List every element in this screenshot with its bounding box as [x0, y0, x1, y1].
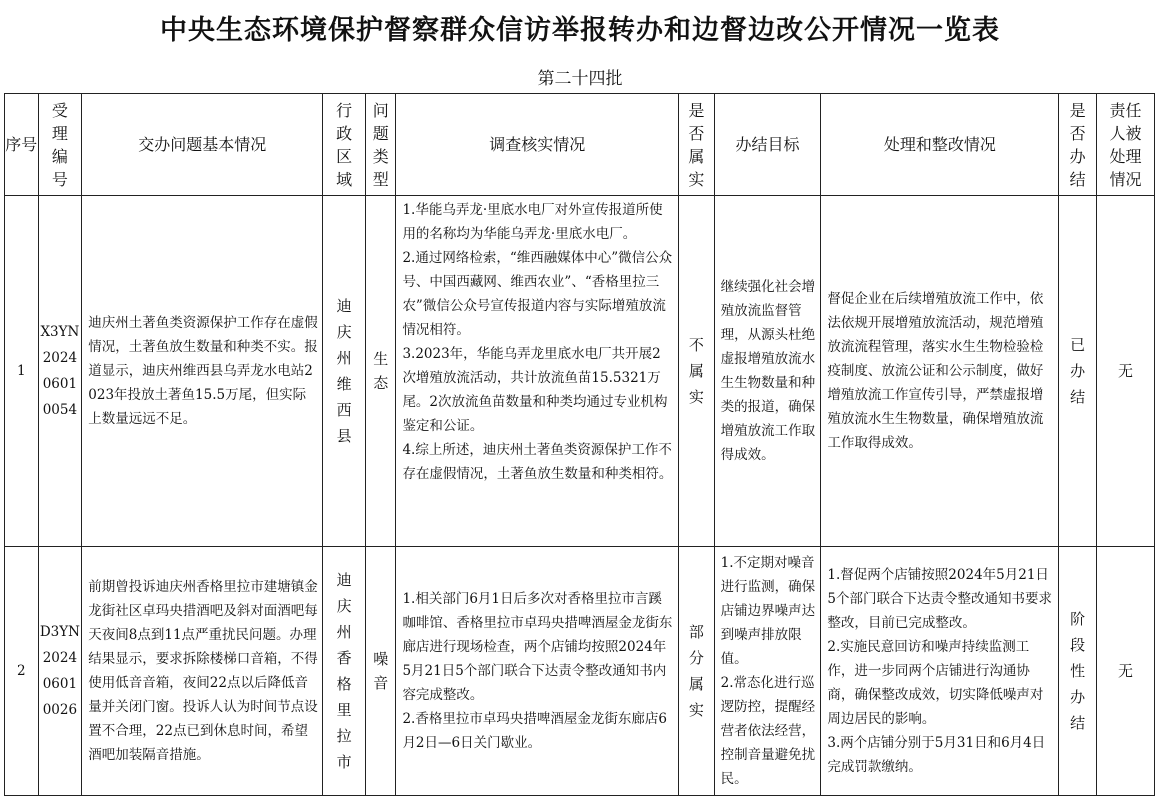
header-problem: 交办问题基本情况 [82, 94, 323, 196]
cell-investigation: 1.相关部门6月1日后多次对香格里拉市言蹊咖啡馆、香格里拉市卓玛央措啤酒屋金龙街东廊店进行现场检查，两个店铺均按照2024年5月21日5个部门联合下达责令整改通知书内容完成整改。 2.香格里拉市卓玛央措啤酒屋金龙街东廊店6月2日—6日关门歇业。 [396, 547, 679, 796]
cell-accountability: 无 [1096, 196, 1154, 547]
cell-region: 迪庆州维西县 [323, 196, 366, 547]
cell-closed: 阶段性办结 [1059, 547, 1097, 796]
cell-index: 2 [5, 547, 39, 796]
cell-investigation: 1.华能乌弄龙·里底水电厂对外宣传报道所使用的名称均为华能乌弄龙·里底水电厂。 2.通过网络检索，“维西融媒体中心”微信公众号、中国西藏网、维西农业”、“香格里拉三农”微信公众号宣传报道内容与实际增殖放流情况相符。 3.2023年，华能乌弄龙里底水电厂共开展2次增殖放流活动，共计放流鱼苗15.5321万尾。2次放流鱼苗数量和种类均通过专业机构鉴定和公证。 4.综上所述，迪庆州土著鱼类资源保护工作不存在虚假情况，土著鱼放生数量和种类相符。 [396, 196, 679, 547]
table-row [5, 196, 1155, 547]
header-type: 问题类型 [365, 94, 396, 196]
page-title: 中央生态环境保护督察群众信访举报转办和边督边改公开情况一览表 [160, 15, 1000, 46]
header-region: 行政区域 [323, 94, 366, 196]
cell-problem: 前期曾投诉迪庆州香格里拉市建塘镇金龙街社区卓玛央措酒吧及斜对面酒吧每天夜间8点到11点严重扰民问题。办理结果显示，要求拆除楼梯口音箱，不得使用低音音箱，夜间22点以后降低音量并关闭门窗。投诉人认为时间节点设置不合理，22点已到休息时间，希望酒吧加装隔音措施。 [82, 547, 323, 796]
header-goal: 办结目标 [714, 94, 821, 196]
cell-closed: 已办结 [1059, 196, 1097, 547]
cell-handling: 督促企业在后续增殖放流工作中，依法依规开展增殖放流活动，规范增殖放流流程管理，落实水生生物检验检疫制度、放流公证和公示制度，做好增殖放流工作宣传引导，严禁虚报增殖放流水生生物数量，确保增殖放流工作取得成效。 [821, 196, 1059, 547]
cell-code: X3YN202406010054 [38, 196, 82, 547]
batch-label: 第二十四批 [537, 69, 623, 89]
report-table [4, 93, 1155, 796]
cell-type: 生态 [365, 196, 396, 547]
header-handling: 处理和整改情况 [821, 94, 1059, 196]
table-row [5, 547, 1155, 796]
header-code: 受理编号 [38, 94, 82, 196]
header-index: 序号 [5, 94, 39, 196]
cell-verified: 部分属实 [679, 547, 715, 796]
cell-goal: 1.不定期对噪音进行监测，确保店铺边界噪声达到噪声排放限值。 2.常态化进行巡逻防控，提醒经营者依法经营，控制音量避免扰民。 [714, 547, 821, 796]
header-investigation: 调查核实情况 [396, 94, 679, 196]
cell-goal: 继续强化社会增殖放流监督管理，从源头杜绝虚报增殖放流水生生物数量和种类的报道，确保增殖放流工作取得成效。 [714, 196, 821, 547]
cell-handling: 1.督促两个店铺按照2024年5月21日5个部门联合下达责令整改通知书要求整改，目前已完成整改。 2.实施民意回访和噪声持续监测工作，进一步同两个店铺进行沟通协商，确保整改成效，切实降低噪声对周边居民的影响。 3.两个店铺分别于5月31日和6月4日完成罚款缴纳。 [821, 547, 1059, 796]
cell-type: 噪音 [365, 547, 396, 796]
cell-problem: 迪庆州土著鱼类资源保护工作存在虚假情况，土著鱼放生数量和种类不实。报道显示，迪庆州维西县乌弄龙水电站2023年投放土著鱼15.5万尾，但实际上数量远远不足。 [82, 196, 323, 547]
cell-verified: 不属实 [679, 196, 715, 547]
cell-region: 迪庆州香格里拉市 [323, 547, 366, 796]
header-closed: 是否办结 [1059, 94, 1097, 196]
header-accountability: 责任人被处理情况 [1096, 94, 1154, 196]
cell-index: 1 [5, 196, 39, 547]
header-row [5, 94, 1155, 196]
cell-accountability: 无 [1096, 547, 1154, 796]
cell-code: D3YN202406010026 [38, 547, 82, 796]
header-verified: 是否属实 [679, 94, 715, 196]
